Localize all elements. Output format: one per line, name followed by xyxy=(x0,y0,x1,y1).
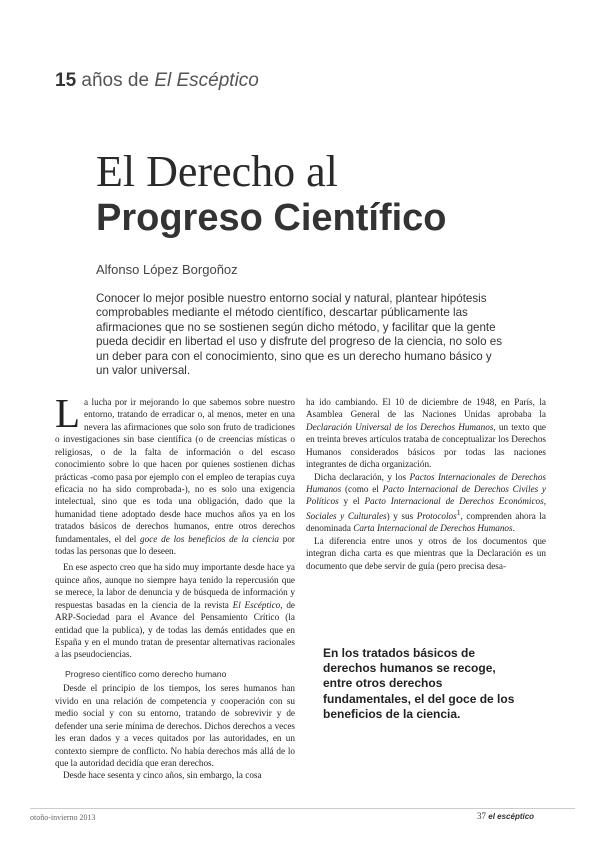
footer-page xyxy=(477,811,534,821)
drop-cap: L xyxy=(55,390,81,436)
footer-issue: otoño-invierno 2013 xyxy=(30,813,96,822)
italic-text: Carta Internacional de Derechos Humanos xyxy=(353,523,513,534)
title-line-1: El Derecho al xyxy=(96,147,338,196)
text: ) y sus xyxy=(386,510,417,521)
footer-divider xyxy=(30,808,575,809)
page-number: 37 xyxy=(477,811,486,821)
author: Alfonso López Borgoñoz xyxy=(96,262,238,277)
italic-text: Pactos Internacionales de Derechos Humanos xyxy=(306,471,546,494)
italic-text: Pacto Internacional de Derechos Civiles y Políticos xyxy=(306,483,546,507)
header-text: años de xyxy=(76,70,155,91)
subheading: Progreso científico como derecho humano xyxy=(65,668,227,679)
italic-text: El Escéptico xyxy=(232,599,281,610)
paragraph: Desde hace sesenta y cinco años, sin embargo, la cosa xyxy=(63,770,262,781)
column-1 xyxy=(55,390,296,782)
text: por todas las personas que lo deseen. xyxy=(55,533,295,557)
paragraph: La diferencia entre unos y otros de los documentos que integran dicha carta es que mientras que la Declaración es un documento que debe servir de guía (pero precisa desa- xyxy=(306,535,546,571)
paragraph xyxy=(306,471,546,535)
text: Dicha declaración, y los xyxy=(314,471,410,482)
text: , comprenden ahora la denominada xyxy=(306,510,546,534)
text: y el xyxy=(338,496,365,507)
italic-text: Protocolos xyxy=(416,510,457,521)
text: a lucha por ir mejorando lo que sabemos sobre nuestro entorno, tratando de erradicar o, al menos, meter en una nevera las afirmaciones que solo son fruto de tradiciones o investigaciones sin base científica (o de creencias místicas o religiosas, o de la falta de información o del escaso conocimiento sobre lo que hacen por quienes sostienen dichas prácticas -como pasa por ejemplo con el empleo de terapias cuya eficacia no ha sido comprobada-), no es solo una exigencia intelectual, sino que es toda una obligación, dado que la humanidad tiene adoptado desde hace muchos años ya en los tratados básicos de derechos humanos, entre otros derechos fundamentales, el del xyxy=(55,397,295,544)
footnote-ref: 1 xyxy=(456,507,461,517)
text: ha ido cambiando. El 10 de diciembre de 1948, en París, la Asamblea General de las Naciones Unidas aprobaba la xyxy=(306,397,546,420)
header-number: 15 xyxy=(55,70,77,91)
footer-magazine: el escéptico xyxy=(488,812,535,821)
paragraph: Desde el principio de los tiempos, los seres humanos han vivido en una relación de competencia y cooperación con su medio social y con su entorno, tratando de sobrevivir y de defender una serie mínima de derechos. Dichos derechos a veces les eran dados y a veces quitados por las autoridades, en un contexto siempre de conflicto. No había derechos más allá de lo que la autoridad decidía que eran derechos. xyxy=(55,683,295,768)
text: , de ARP-Sociedad para el Avance del Pensamiento Crítico (la entidad que la publica), y de todas las demás entidades que en España y en el mundo tratan de presentar alternativas racionales a las pseudociencias. xyxy=(55,599,296,660)
paragraph xyxy=(55,390,295,557)
italic-text: Pacto Internacional de Derechos Económicos, Sociales y Culturales xyxy=(306,496,546,521)
text: (como el xyxy=(341,483,383,494)
section-header xyxy=(55,70,259,92)
lead-paragraph: Conocer lo mejor posible nuestro entorno social y natural, plantear hipótesis comprobables mediante el método científico, descartar públicamente las afirmaciones que no se sostienen según dicho método, y facilitar que la gente pueda decidir en libertad el uso y disfrute del progreso de la ciencia, no solo es un deber para con el conocimiento, sino que es un derecho humano básico y un valor universal. xyxy=(96,292,503,378)
text: En ese aspecto creo que ha sido muy importante desde hace ya quince años, aunque no siempre haya tenido la repercusión que se merece, la labor de denuncia y de búsqueda de información y respuestas basadas en la ciencia de la revista xyxy=(55,562,295,610)
italic-text: goce de los beneficios de la ciencia xyxy=(140,533,279,544)
italic-text: Declaración Universal de los Derechos Humanos xyxy=(306,421,494,432)
pull-quote: En los tratados básicos de derechos humanos se recoge, entre otros derechos fundamentales, el del goce de los beneficios de la ciencia. xyxy=(323,646,515,721)
header-magazine: El Escéptico xyxy=(154,70,259,91)
paragraph xyxy=(306,396,546,471)
text: , un texto que en treinta breves artículos trataba de conceptualizar los Derechos Humanos considerados básicos por todas las naciones integrantes de dicha organización. xyxy=(306,421,547,470)
column-2 xyxy=(306,396,546,572)
paragraph xyxy=(55,561,295,660)
text: . xyxy=(512,523,515,534)
title-line-2: Progreso Científico xyxy=(96,197,447,239)
